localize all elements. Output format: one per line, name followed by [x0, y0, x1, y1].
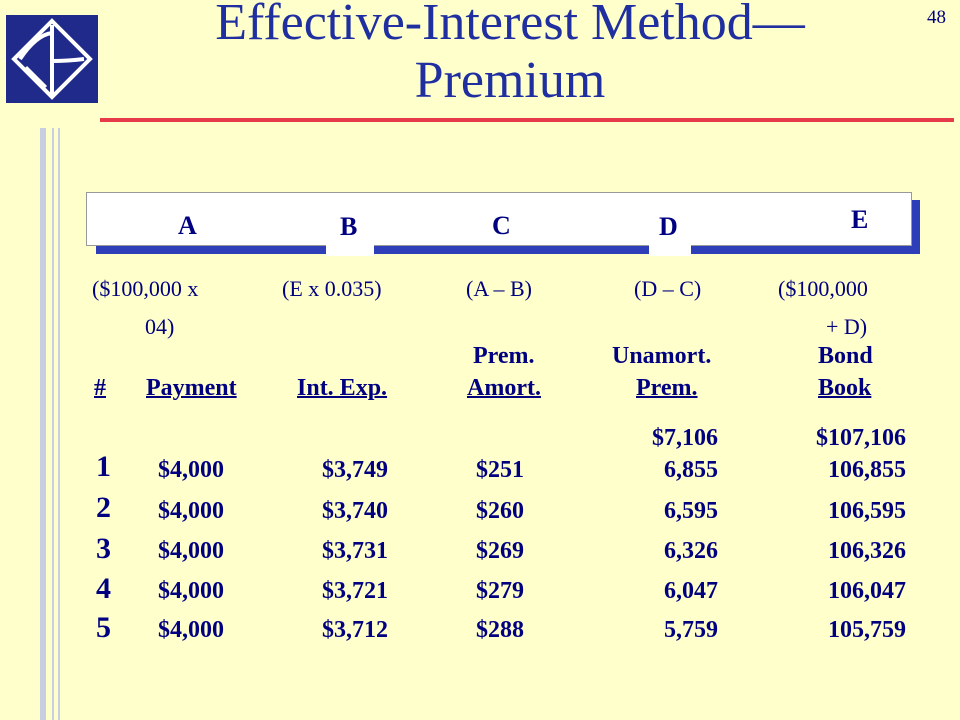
header-unamortized-premium: Prem.	[636, 375, 698, 401]
side-line	[52, 128, 54, 720]
side-line	[58, 128, 60, 720]
amortization-cell: $288	[476, 617, 524, 643]
page-number: 48	[927, 7, 946, 28]
header-number: #	[94, 375, 106, 401]
header-book-value: Book	[818, 375, 872, 401]
row-number: 5	[96, 611, 111, 644]
amortization-cell: $269	[476, 538, 524, 564]
opening-unamortized-premium: $7,106	[652, 425, 718, 451]
column-letter-d: D	[659, 212, 678, 241]
formula-a-line-2: 04)	[145, 314, 175, 339]
slide-title	[150, 0, 870, 110]
unamortized-premium-cell: 6,595	[664, 498, 718, 524]
amortization-cell: $251	[476, 457, 524, 483]
book-value-cell: 105,759	[828, 617, 906, 643]
column-letter-b: B	[340, 212, 358, 241]
header-interest-expense: Int. Exp.	[297, 375, 388, 401]
book-value-cell: 106,047	[828, 578, 906, 604]
interest-expense-cell: $3,721	[322, 578, 388, 604]
book-value-cell: 106,855	[828, 457, 906, 483]
header-bond-line-1: Bond	[818, 343, 873, 369]
side-bar	[40, 128, 46, 720]
header-payment: Payment	[146, 375, 237, 401]
unamortized-premium-cell: 6,047	[664, 578, 718, 604]
interest-expense-cell: $3,731	[322, 538, 388, 564]
header-premium-line-1: Prem.	[473, 343, 535, 369]
row-number: 4	[96, 572, 111, 605]
formula-e-line-2: + D)	[826, 314, 868, 339]
formula-a-line-1: ($100,000 x	[92, 276, 199, 301]
payment-cell: $4,000	[158, 457, 224, 483]
interest-expense-cell: $3,712	[322, 617, 388, 643]
column-letter-c: C	[492, 211, 511, 240]
unamortized-premium-cell: 5,759	[664, 617, 718, 643]
payment-cell: $4,000	[158, 498, 224, 524]
formula-d: (D – C)	[634, 276, 702, 301]
title-line-1: Effective-Interest Method—	[215, 0, 805, 51]
header-amortization: Amort.	[467, 375, 541, 401]
title-line-2: Premium	[414, 52, 606, 109]
logo	[6, 15, 98, 103]
tab-notch	[649, 240, 691, 256]
unamortized-premium-cell: 6,326	[664, 538, 718, 564]
title-divider	[100, 118, 954, 122]
tab-notch	[326, 240, 374, 256]
unamortized-premium-cell: 6,855	[664, 457, 718, 483]
payment-cell: $4,000	[158, 538, 224, 564]
amortization-cell: $279	[476, 578, 524, 604]
payment-cell: $4,000	[158, 578, 224, 604]
formula-c: (A – B)	[466, 276, 532, 301]
book-value-cell: 106,595	[828, 498, 906, 524]
formula-e-line-1: ($100,000	[778, 276, 868, 301]
interest-expense-cell: $3,740	[322, 498, 388, 524]
header-unamortized-line-1: Unamort.	[612, 343, 712, 369]
row-number: 3	[96, 532, 111, 565]
payment-cell: $4,000	[158, 617, 224, 643]
logo-mark	[6, 15, 98, 103]
amortization-cell: $260	[476, 498, 524, 524]
interest-expense-cell: $3,749	[322, 457, 388, 483]
column-letter-a: A	[178, 211, 197, 240]
column-letter-e: E	[851, 205, 869, 234]
book-value-cell: 106,326	[828, 538, 906, 564]
row-number: 1	[96, 450, 111, 483]
formula-b: (E x 0.035)	[282, 276, 382, 301]
row-number: 2	[96, 491, 111, 524]
opening-book-value: $107,106	[816, 425, 906, 451]
